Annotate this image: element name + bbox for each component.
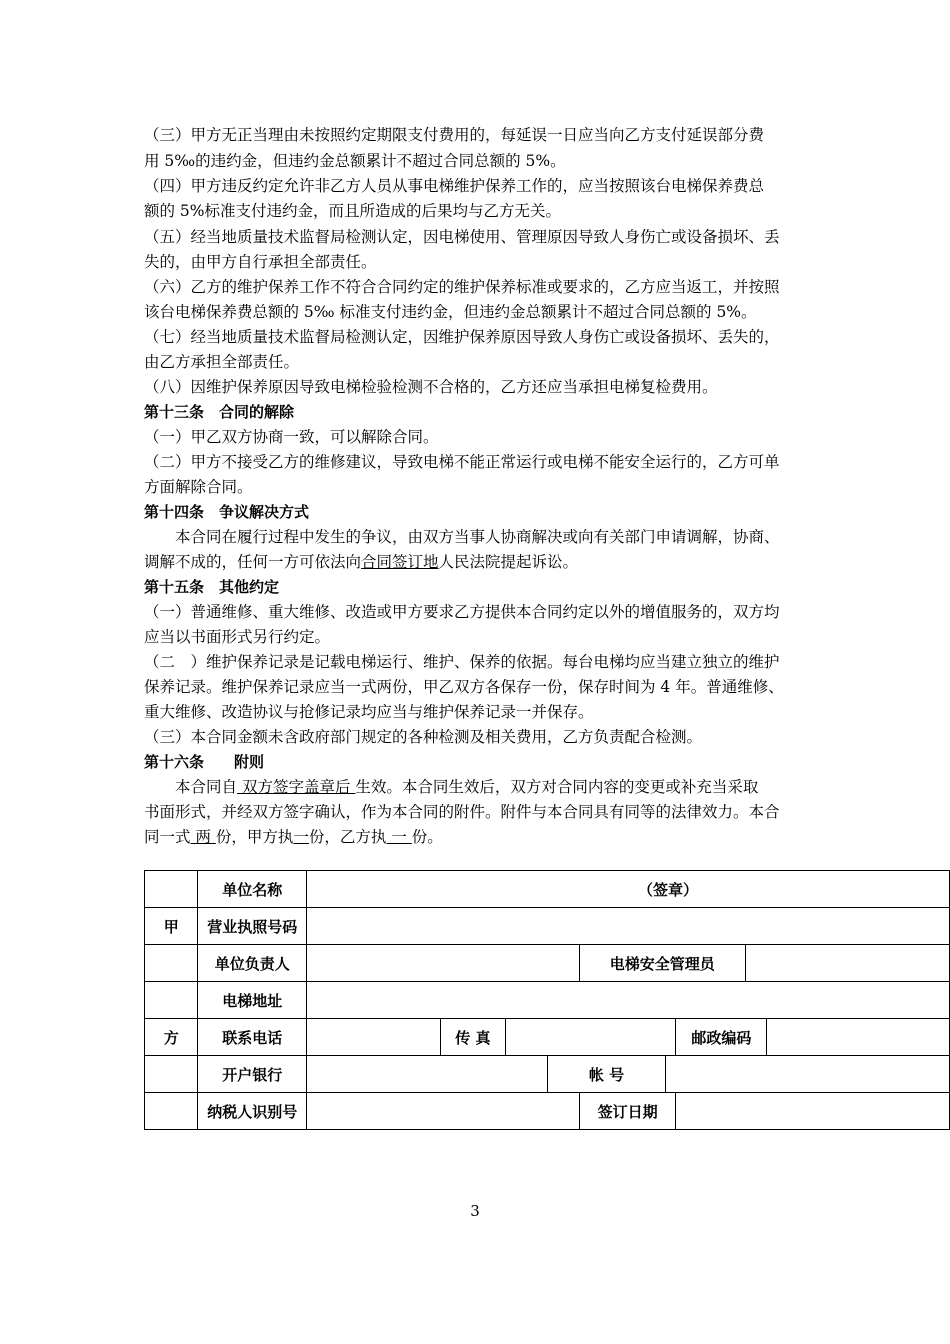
article-14-text-b: 人民法院提起诉讼。	[438, 553, 579, 571]
contract-place-underlined: 合同签订地	[361, 553, 439, 571]
account-label: 帐 号	[547, 1056, 665, 1093]
tax-id-value	[307, 1093, 580, 1130]
article-14-heading: 第十四条 争议解决方式	[144, 503, 310, 521]
clause-15-1-line-1: （一）普通维修、重大维修、改造或甲方要求乙方提供本合同约定以外的增值服务的，双方均	[144, 603, 780, 621]
row-tax	[145, 1093, 950, 1130]
article-16-line-2: 书面形式，并经双方签字确认，作为本合同的附件。附件与本合同具有同等的法律效力。本合	[144, 803, 780, 821]
license-value	[307, 908, 950, 945]
clause-12-5-line-1: （五）经当地质量技术监督局检测认定，因电梯使用、管理原因导致人身伤亡或设备损坏、丢	[144, 228, 780, 246]
bank-value	[307, 1056, 548, 1093]
copies-text-a: 同一式	[144, 828, 191, 846]
clause-12-7-line-2: 由乙方承担全部责任。	[144, 353, 300, 371]
clause-15-3: （三）本合同金额未含政府部门规定的各种检测及相关费用，乙方负责配合检测。	[144, 728, 703, 746]
clause-13-2-line-2: 方面解除合同。	[144, 478, 253, 496]
article-16-heading: 第十六条 附则	[144, 753, 265, 771]
row-unit-name	[145, 871, 950, 908]
postcode-value	[767, 1019, 950, 1056]
clause-15-2-line-2: 保养记录。维护保养记录应当一式两份，甲乙双方各保存一份，保存时间为 4 年。普通维修、	[144, 678, 784, 696]
row-bank	[145, 1056, 950, 1093]
side-cell-7	[145, 1093, 198, 1130]
side-label-fang: 方	[145, 1019, 198, 1056]
address-value	[307, 982, 950, 1019]
phone-label: 联系电话	[198, 1019, 307, 1056]
clause-13-2-line-1: （二）甲方不接受乙方的维修建议，导致电梯不能正常运行或电梯不能安全运行的，乙方可单	[144, 453, 780, 471]
sign-date-label: 签订日期	[579, 1093, 676, 1130]
article-14-text-a: 调解不成的，任何一方可依法向	[144, 553, 362, 571]
article-16-text-a: 本合同自	[144, 778, 238, 796]
safety-manager-value	[745, 945, 949, 982]
party-a-info-table	[144, 870, 950, 1130]
clause-13-1: （一）甲乙双方协商一致，可以解除合同。	[144, 428, 439, 446]
tax-id-label: 纳税人识别号	[198, 1093, 307, 1130]
clause-12-3-line-1: （三）甲方无正当理由未按照约定期限支付费用的，每延误一日应当向乙方支付延误部分费	[144, 126, 765, 144]
row-phone	[145, 1019, 950, 1056]
phone-value	[307, 1019, 441, 1056]
side-cell-4	[145, 982, 198, 1019]
row-address	[145, 982, 950, 1019]
copies-party-a-underlined: 一	[293, 828, 309, 846]
clause-12-6-line-1: （六）乙方的维护保养工作不符合合同约定的维护保养标准或要求的，乙方应当返工，并按照	[144, 278, 780, 296]
clause-12-6-line-2: 该台电梯保养费总额的 5‰ 标准支付违约金，但违约金总额累计不超过合同总额的 5%。	[144, 303, 757, 321]
clause-12-7-line-1: （七）经当地质量技术监督局检测认定，因维护保养原因导致人身伤亡或设备损坏、丢失的，	[144, 328, 780, 346]
seal-label: （签章）	[638, 880, 699, 899]
row-license	[145, 908, 950, 945]
side-cell-1	[145, 871, 198, 908]
clause-12-5-line-2: 失的，由甲方自行承担全部责任。	[144, 253, 377, 271]
article-16-text-b: 生效。本合同生效后，双方对合同内容的变更或补充当采取	[355, 778, 759, 796]
bank-label: 开户银行	[198, 1056, 307, 1093]
fax-value	[505, 1019, 676, 1056]
copies-total-underlined: 两	[190, 828, 216, 846]
clause-15-1-line-2: 应当以书面形式另行约定。	[144, 628, 331, 646]
side-cell-3	[145, 945, 198, 982]
side-cell-6	[145, 1056, 198, 1093]
clause-12-4-line-1: （四）甲方违反约定允许非乙方人员从事电梯维护保养工作的，应当按照该台电梯保养费总	[144, 177, 765, 195]
sign-date-value	[676, 1093, 950, 1130]
row-leader	[145, 945, 950, 982]
address-label: 电梯地址	[198, 982, 307, 1019]
copies-text-b: 份，甲方执	[215, 828, 294, 846]
leader-label: 单位负责人	[198, 945, 307, 982]
clause-15-2-line-3: 重大维修、改造协议与抢修记录均应当与维护保养记录一并保存。	[144, 703, 594, 721]
article-13-heading: 第十三条 合同的解除	[144, 403, 295, 421]
article-16-line-3	[144, 827, 443, 847]
copies-party-b-underlined: 一	[386, 828, 412, 846]
unit-name-label: 单位名称	[198, 871, 307, 908]
postcode-label: 邮政编码	[676, 1019, 767, 1056]
article-14-line-1: 本合同在履行过程中发生的争议，由双方当事人协商解决或向有关部门申请调解，协商、	[144, 528, 780, 546]
article-14-line-2	[144, 552, 578, 572]
clause-15-2-line-1: （二 ）维护保养记录是记载电梯运行、维护、保养的依据。每台电梯均应当建立独立的维护	[144, 653, 780, 671]
effective-condition-underlined: 双方签字盖章后	[237, 778, 356, 796]
seal-cell	[307, 871, 950, 908]
article-16-line-1	[144, 777, 758, 797]
side-label-jia: 甲	[145, 908, 198, 945]
leader-value	[307, 945, 580, 982]
fax-label: 传 真	[441, 1019, 506, 1056]
account-value	[666, 1056, 950, 1093]
clause-12-4-line-2: 额的 5%标准支付违约金，而且所造成的后果均与乙方无关。	[144, 202, 562, 220]
copies-text-d: 份。	[411, 828, 443, 846]
license-label: 营业执照号码	[198, 908, 307, 945]
copies-text-c: 份，乙方执	[308, 828, 387, 846]
article-15-heading: 第十五条 其他约定	[144, 578, 280, 596]
clause-12-8: （八）因维护保养原因导致电梯检验检测不合格的，乙方还应当承担电梯复检费用。	[144, 378, 718, 396]
safety-manager-label: 电梯安全管理员	[579, 945, 745, 982]
clause-12-3-line-2: 用 5‰的违约金，但违约金总额累计不超过合同总额的 5%。	[144, 152, 566, 170]
page-number: 3	[470, 1202, 480, 1220]
